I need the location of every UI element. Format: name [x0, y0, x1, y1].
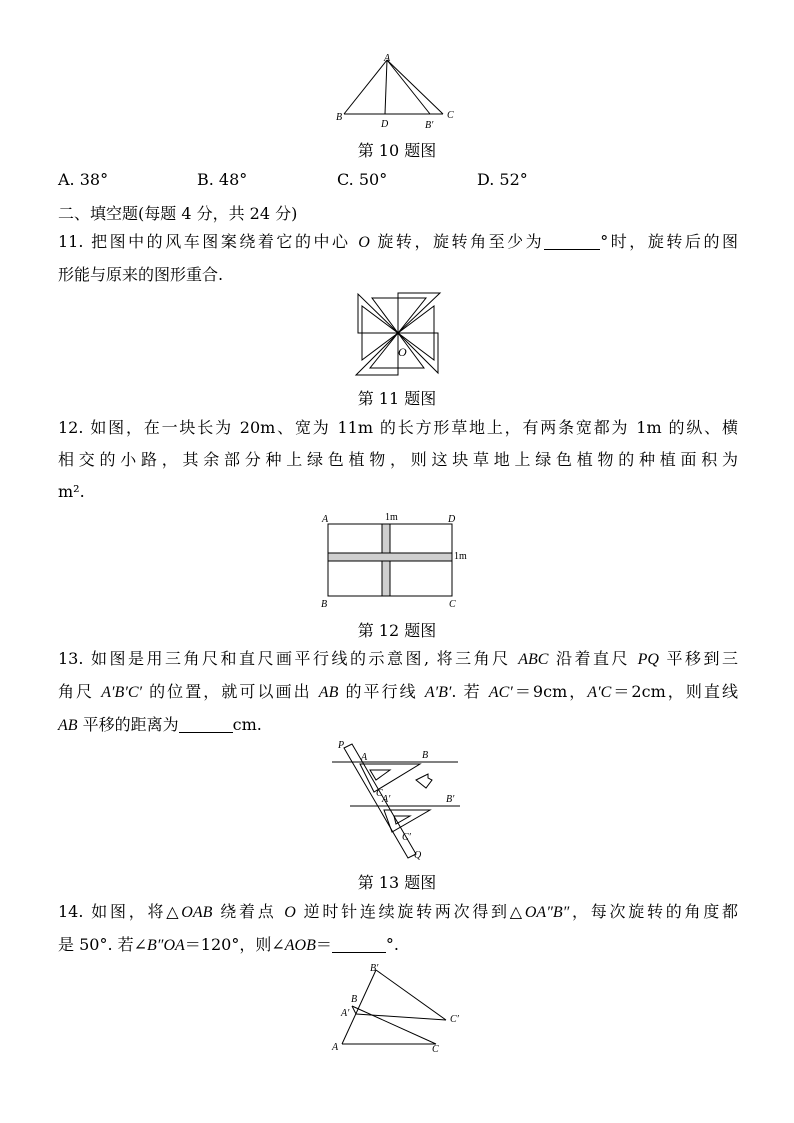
q11-var-o: O: [358, 234, 370, 251]
q13-answer-blank[interactable]: [179, 716, 233, 733]
question-13: [58, 643, 738, 742]
fig14-label-a-prime: A′: [341, 1008, 350, 1019]
q14-text: °.: [385, 935, 399, 954]
q11-text: 旋转，旋转角至少为: [369, 232, 545, 251]
q13-var: A′B′C′: [101, 684, 142, 701]
fig13-label-p: P: [338, 740, 345, 751]
question-11: [58, 226, 738, 291]
q13-text: 的位置，就可以画出: [141, 682, 319, 701]
q11-text: 11. 把图中的风车图案绕着它的中心: [58, 232, 359, 251]
fig12-label-width-top: 1m: [385, 512, 398, 523]
figure-11-caption: 第 11 题图: [357, 389, 437, 408]
q14-answer-blank[interactable]: [332, 936, 386, 953]
q14-text: ，每次旋转的角度都: [569, 902, 738, 921]
q13-text: 的平行线: [338, 682, 425, 701]
q13-var: AC′: [488, 684, 513, 701]
q13-var: ABC: [518, 651, 549, 668]
fig13-label-a: A: [361, 752, 368, 763]
q11-line-2: 形能与原来的图形重合.: [58, 265, 224, 284]
q14-text: ＝: [315, 935, 332, 954]
q14-text: ＝120°，则∠: [184, 935, 285, 954]
q14-var: OA″B″: [524, 904, 570, 921]
choice-a[interactable]: A. 38°: [58, 170, 109, 189]
fig11-label-o: O: [398, 345, 407, 359]
fig12-label-c: C: [449, 599, 456, 610]
q13-var: AB: [58, 717, 78, 734]
q12-line-3: [58, 476, 738, 508]
fig13-label-a-prime: A′: [382, 794, 391, 805]
fig10-label-c: C: [447, 110, 454, 121]
q13-text: 平移到三: [658, 649, 738, 668]
fig13-label-b: B: [422, 750, 429, 761]
fig14-label-a: A: [332, 1042, 339, 1053]
fig14-label-c-prime: C′: [450, 1014, 459, 1025]
q11-answer-blank[interactable]: [544, 233, 600, 250]
q14-text: 14. 如图，将△: [58, 902, 182, 921]
q12-line-2: 相交的小路，其余部分种上绿色植物，则这块草地上绿色植物的种植面积为: [58, 450, 738, 469]
fig14-label-c: C: [432, 1044, 439, 1055]
section-title: 二、填空题(每题 4 分，共 24 分): [58, 204, 298, 223]
fig13-label-c-prime: C′: [402, 832, 411, 843]
fig13-label-c: C: [376, 788, 383, 799]
q13-line-2: [58, 676, 738, 709]
fig10-label-a: A: [384, 53, 391, 64]
q14-var: B″OA: [147, 937, 185, 954]
q14-text: 逆时针连续旋转两次得到△: [295, 902, 525, 921]
question-14: [58, 896, 738, 962]
figure-10-caption: 第 10 题图: [357, 141, 437, 160]
q11-line-1: [58, 226, 738, 259]
q12-line-1: 12. 如图，在一块长为 20m、宽为 11m 的长方形草地上，有两条宽都为 1m 的纵、横: [58, 418, 738, 437]
figure-12-caption: 第 12 题图: [357, 621, 437, 640]
fig13-label-b-prime: B′: [446, 794, 455, 805]
q14-var: OAB: [181, 904, 213, 921]
figure-13-caption: 第 13 题图: [357, 873, 437, 892]
q11-text: °时，旋转后的图: [600, 232, 738, 251]
fig12-label-b: B: [321, 599, 328, 610]
q14-var: O: [284, 904, 296, 921]
fig10-label-b-prime: B′: [425, 120, 434, 131]
q13-text: 13. 如图是用三角尺和直尺画平行线的示意图, 将三角尺: [58, 649, 519, 668]
figure-11-pinwheel: [350, 290, 446, 380]
fig10-label-b: B: [336, 112, 343, 123]
q13-line-1: [58, 643, 738, 676]
fig14-label-b: B: [351, 994, 358, 1005]
q13-text: 平移的距离为: [77, 715, 179, 734]
q14-text: 是 50°. 若∠: [58, 935, 148, 954]
choice-c[interactable]: C. 50°: [337, 170, 388, 189]
fig12-label-a: A: [322, 514, 329, 525]
q13-var: A′C: [587, 684, 612, 701]
fig13-label-q: Q: [414, 850, 422, 861]
figure-14-rotation: [326, 958, 472, 1058]
q14-text: 绕着点: [212, 902, 285, 921]
q13-text: . 若: [451, 682, 489, 701]
fig12-label-width-right: 1m: [454, 551, 467, 562]
figure-13-ruler: [328, 736, 468, 864]
q13-text: ＝2cm，则直线: [611, 682, 738, 701]
fig12-label-d: D: [448, 514, 456, 525]
q13-var: A′B′: [424, 684, 452, 701]
q13-var: PQ: [637, 651, 659, 668]
figure-10: [330, 52, 470, 134]
q12-unit: m²: [58, 482, 80, 501]
q13-var: AB: [318, 684, 339, 701]
choice-b[interactable]: B. 48°: [197, 170, 248, 189]
fig10-label-d: D: [381, 119, 389, 130]
q14-var: AOB: [284, 937, 316, 954]
figure-12-field: [316, 508, 480, 612]
q13-text: 沿着直尺: [548, 649, 638, 668]
q13-text: cm.: [232, 715, 262, 734]
choice-d[interactable]: D. 52°: [477, 170, 528, 189]
q12-period: .: [79, 482, 85, 501]
fig14-label-b-prime: B′: [370, 963, 379, 974]
q14-line-1: [58, 896, 738, 929]
q13-text: 角尺: [58, 682, 102, 701]
q13-text: ＝9cm，: [512, 682, 588, 701]
question-12: [58, 412, 738, 508]
